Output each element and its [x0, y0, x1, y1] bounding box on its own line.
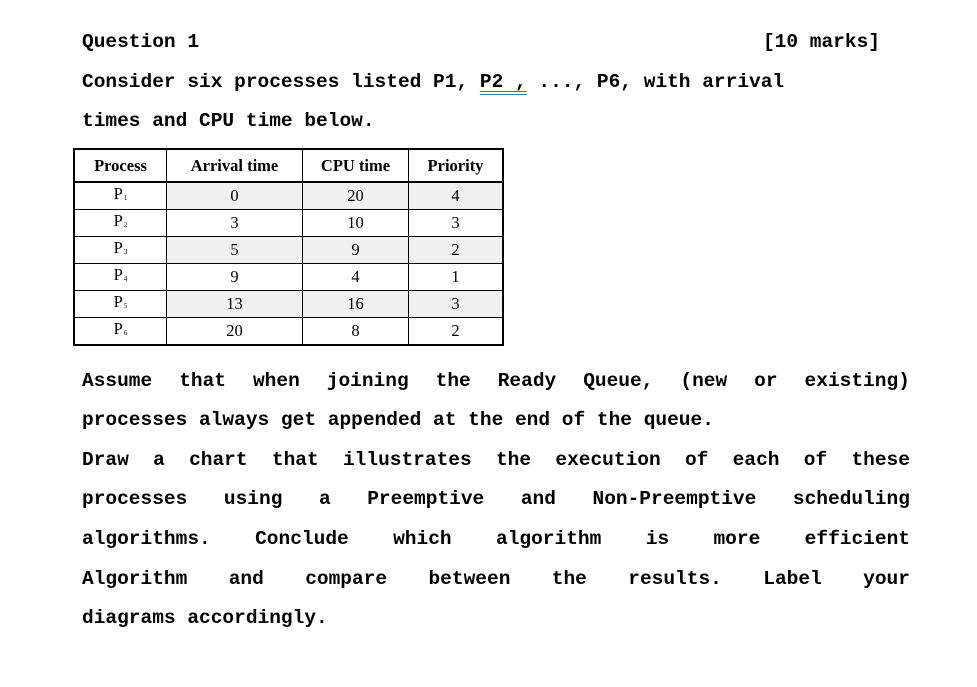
intro-text-post: ..., P6, with arrival	[526, 71, 785, 93]
p2-marked-text: P2 ,	[479, 71, 527, 93]
cpu-cell: 8	[303, 318, 409, 346]
para2-line-5: diagrams accordingly.	[82, 607, 328, 629]
priority-cell: 3	[409, 291, 504, 318]
header-cpu-time: CPU time	[303, 149, 409, 182]
table-row	[74, 182, 503, 210]
cpu-cell: 10	[303, 210, 409, 237]
cpu-cell: 20	[303, 182, 409, 210]
arrival-cell: 13	[167, 291, 303, 318]
arrival-cell: 0	[167, 182, 303, 210]
priority-cell: 1	[409, 264, 504, 291]
priority-cell: 2	[409, 318, 504, 346]
priority-cell: 3	[409, 210, 504, 237]
marks-label: [10 marks]	[762, 31, 880, 53]
para1-line-1: Assume that when joining the Ready Queue, (new or existing)	[82, 370, 910, 392]
header-priority: Priority	[409, 149, 504, 182]
process-cell: $P_3$	[74, 237, 167, 264]
cpu-cell: 16	[303, 291, 409, 318]
header-process: Process	[74, 149, 167, 182]
cpu-cell: 4	[303, 264, 409, 291]
question-title: Question 1	[82, 31, 200, 53]
process-table	[73, 148, 504, 346]
arrival-cell: 9	[167, 264, 303, 291]
para2-line-3: algorithms. Conclude which algorithm is more efficient	[82, 528, 910, 550]
process-cell: $P_2$	[74, 210, 167, 237]
intro-line-2: times and CPU time below.	[82, 110, 375, 132]
table-row	[74, 318, 503, 346]
header-arrival-time: Arrival time	[167, 149, 303, 182]
priority-cell: 2	[409, 237, 504, 264]
arrival-cell: 3	[167, 210, 303, 237]
cpu-cell: 9	[303, 237, 409, 264]
para2-line-2: processes using a Preemptive and Non-Preemptive scheduling	[82, 488, 910, 510]
arrival-cell: 5	[167, 237, 303, 264]
process-cell: $P_5$	[74, 291, 167, 318]
process-cell: $P_6$	[74, 318, 167, 346]
para2-line-1: Draw a chart that illustrates the execution of each of these	[82, 449, 910, 471]
process-cell: $P_4$	[74, 264, 167, 291]
table-row	[74, 210, 503, 237]
table-row	[74, 291, 503, 318]
table-header-row	[74, 149, 503, 182]
priority-cell: 4	[409, 182, 504, 210]
para2-line-4: Algorithm and compare between the results. Label your	[82, 568, 910, 590]
table-row	[74, 264, 503, 291]
para1-line-2: processes always get appended at the end of the queue.	[82, 409, 714, 431]
arrival-cell: 20	[167, 318, 303, 346]
intro-line-1	[82, 70, 784, 94]
table-row	[74, 237, 503, 264]
process-cell: $P_1$	[74, 182, 167, 210]
intro-text-pre: Consider six processes listed P1,	[82, 71, 480, 93]
